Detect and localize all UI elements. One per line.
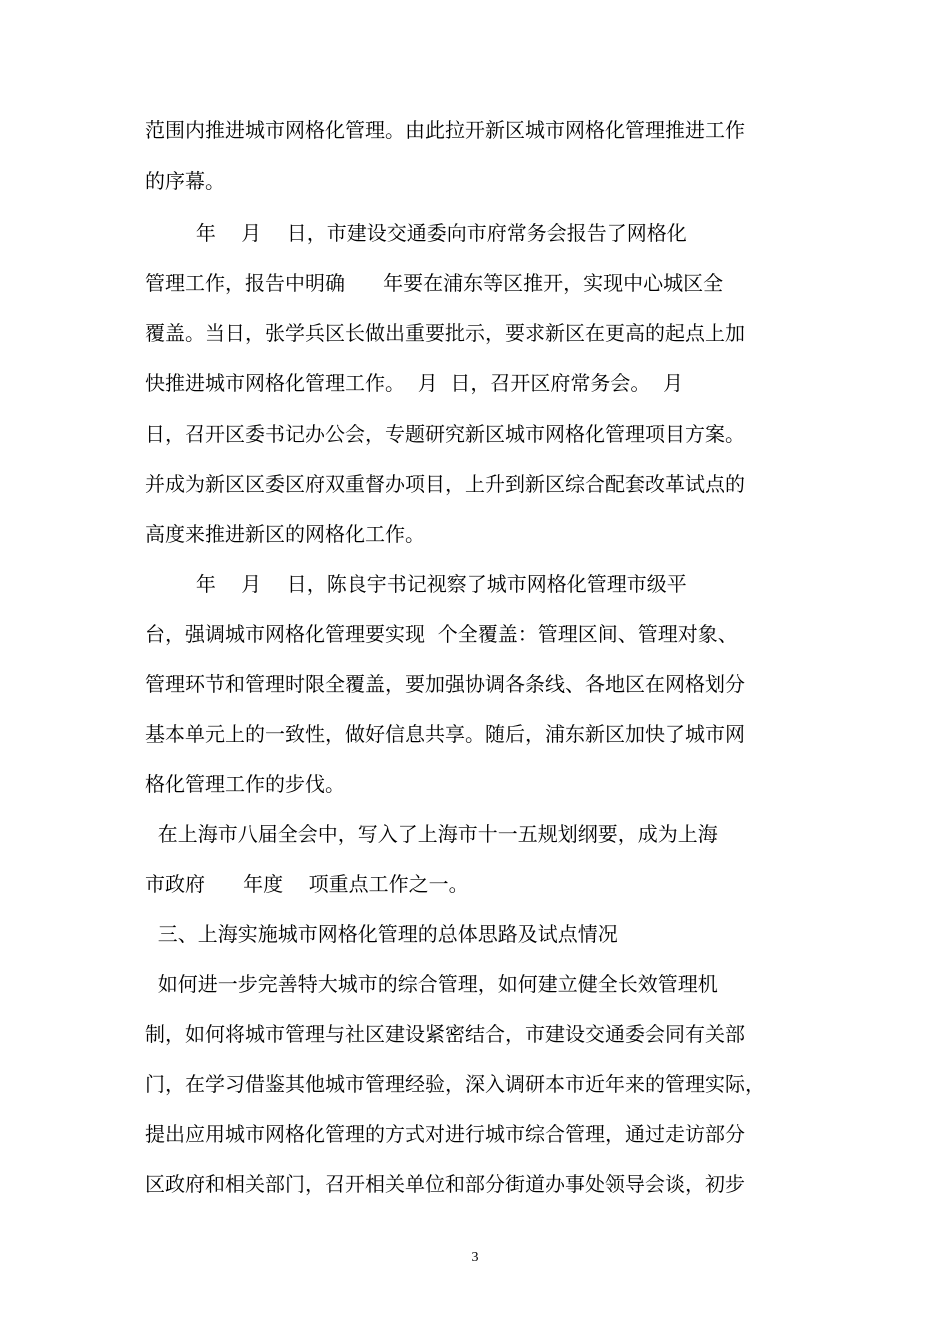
text-line: 管理环节和管理时限全覆盖，要加强协调各条线、各地区在网格划分 xyxy=(145,672,745,696)
text-line: 如何进一步完善特大城市的综合管理，如何建立健全长效管理机 xyxy=(145,972,718,996)
text-line: 基本单元上的一致性，做好信息共享。随后，浦东新区加快了城市网 xyxy=(145,722,745,746)
page-number: 3 xyxy=(471,1250,479,1265)
text-line: 范围内推进城市网格化管理。由此拉开新区城市网格化管理推进工作 xyxy=(145,118,745,142)
text-line: 台，强调城市网格化管理要实现 个全覆盖：管理区间、管理对象、 xyxy=(145,622,738,646)
text-line: 制，如何将城市管理与社区建设紧密结合，市建设交通委会同有关部 xyxy=(145,1022,745,1046)
text-line: 年 月 日，市建设交通委向市府常务会报告了网格化 xyxy=(145,221,687,245)
text-line: 格化管理工作的步伐。 xyxy=(145,772,345,796)
text-line: 在上海市八届全会中，写入了上海市十一五规划纲要，成为上海 xyxy=(145,822,718,846)
text-line: 的序幕。 xyxy=(145,169,225,193)
text-line: 高度来推进新区的网格化工作。 xyxy=(145,522,425,546)
text-line: 年 月 日，陈良宇书记视察了城市网格化管理市级平 xyxy=(145,572,687,596)
text-line: 快推进城市网格化管理工作。 月 日，召开区府常务会。 月 xyxy=(145,371,684,395)
text-line: 提出应用城市网格化管理的方式对进行城市综合管理，通过走访部分 xyxy=(145,1122,745,1146)
text-line: 市政府 年度 项重点工作之一。 xyxy=(145,872,469,896)
text-line: 区政府和相关部门，召开相关单位和部分街道办事处领导会谈，初步 xyxy=(145,1172,745,1196)
text-line: 门，在学习借鉴其他城市管理经验，深入调研本市近年来的管理实际， xyxy=(145,1072,765,1096)
text-line: 覆盖。当日，张学兵区长做出重要批示，要求新区在更高的起点上加 xyxy=(145,321,745,345)
text-line: 日，召开区委书记办公会，专题研究新区城市网格化管理项目方案。 xyxy=(145,422,745,446)
text-line: 管理工作，报告中明确 年要在浦东等区推开，实现中心城区全 xyxy=(145,271,724,295)
text-line: 并成为新区区委区府双重督办项目，上升到新区综合配套改革试点的 xyxy=(145,472,745,496)
text-line: 三、上海实施城市网格化管理的总体思路及试点情况 xyxy=(145,922,618,946)
